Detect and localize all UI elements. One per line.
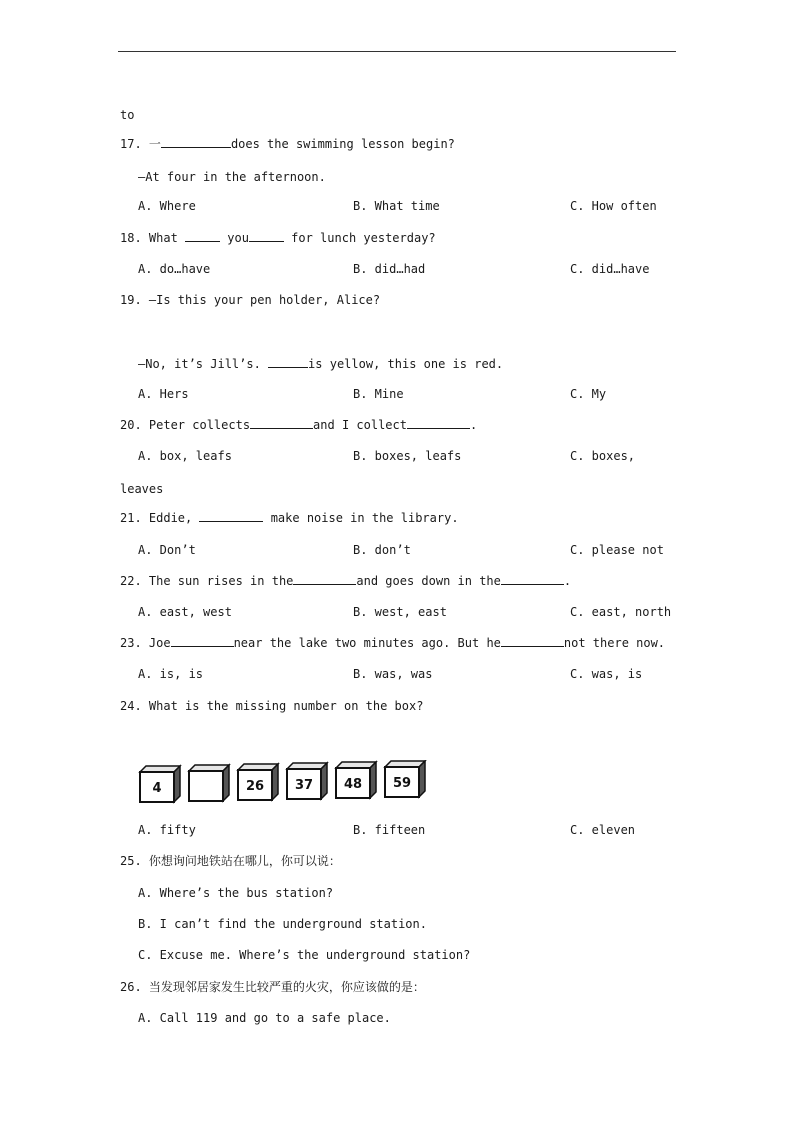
box-number-label: 48: [343, 777, 363, 792]
option-a[interactable]: A. fifty: [138, 823, 196, 837]
option-c[interactable]: C. was, is: [570, 667, 643, 681]
option-a[interactable]: A. Call 119 and go to a safe place.: [138, 1011, 391, 1025]
number-box: [238, 764, 278, 800]
box-number-label: 59: [392, 776, 412, 791]
number-boxes-figure: [138, 760, 428, 806]
dash: 一: [148, 137, 161, 151]
option-a[interactable]: A. is, is: [138, 667, 204, 681]
option-b[interactable]: B. fifteen: [353, 823, 426, 837]
question-17-response: —At four in the afternoon.: [138, 170, 326, 184]
question-22: 22. The sun rises in the and goes down in the .: [120, 574, 572, 588]
question-19: 19. —Is this your pen holder, Alice?: [120, 293, 381, 307]
option-c[interactable]: C. How often: [570, 199, 657, 213]
question-text: 你想询问地铁站在哪儿，你可以说：: [148, 854, 341, 868]
answer-blank[interactable]: [501, 636, 564, 647]
question-text: does the swimming lesson begin?: [230, 137, 455, 151]
answer-blank[interactable]: [199, 511, 263, 522]
answer-blank[interactable]: [407, 418, 470, 429]
question-23: 23. Joe near the lake two minutes ago. But he not there now.: [120, 636, 666, 650]
continued-text: to: [120, 108, 135, 122]
option-a[interactable]: A. Hers: [138, 387, 189, 401]
option-b[interactable]: B. west, east: [353, 605, 447, 619]
question-24: 24. What is the missing number on the box?: [120, 699, 424, 713]
option-a[interactable]: A. do…have: [138, 262, 211, 276]
number-box: [140, 766, 180, 802]
box-number-label: 26: [245, 779, 265, 794]
question-17: [120, 137, 455, 151]
number-box: [287, 763, 327, 799]
option-b[interactable]: B. What time: [353, 199, 440, 213]
question-18: 18. What you for lunch yesterday?: [120, 231, 436, 245]
question-26: 26. 当发现邻居家发生比较严重的火灾，你应该做的是：: [120, 980, 425, 994]
answer-blank[interactable]: [501, 574, 564, 585]
question-19-response: —No, it’s Jill’s. is yellow, this one is red.: [138, 357, 504, 371]
option-c[interactable]: C. boxes,: [570, 449, 636, 463]
answer-blank[interactable]: [268, 357, 308, 368]
option-c-wrap: leaves: [120, 482, 164, 496]
box-number-label: 4: [152, 781, 162, 796]
option-a[interactable]: A. box, leafs: [138, 449, 232, 463]
option-b[interactable]: B. Mine: [353, 387, 404, 401]
option-c[interactable]: C. did…have: [570, 262, 650, 276]
answer-blank[interactable]: [250, 418, 313, 429]
option-c[interactable]: C. east, north: [570, 605, 672, 619]
answer-blank[interactable]: [185, 231, 220, 242]
option-b[interactable]: B. don’t: [353, 543, 411, 557]
question-21: 21. Eddie, make noise in the library.: [120, 511, 459, 525]
option-a[interactable]: A. Where’s the bus station?: [138, 886, 334, 900]
question-number: 17.: [120, 137, 142, 151]
box-number-label: 37: [294, 778, 314, 793]
number-box: [336, 762, 376, 798]
header-rule: [118, 51, 676, 52]
answer-blank[interactable]: [293, 574, 356, 585]
option-a[interactable]: A. Where: [138, 199, 196, 213]
number-boxes-svg: [138, 760, 428, 806]
question-text: 当发现邻居家发生比较严重的火灾，你应该做的是：: [148, 980, 425, 994]
answer-blank[interactable]: [161, 137, 231, 148]
number-box: [385, 761, 425, 797]
option-c[interactable]: C. My: [570, 387, 607, 401]
number-box: [189, 765, 229, 801]
option-b[interactable]: B. I can’t find the underground station.: [138, 917, 427, 931]
option-b[interactable]: B. did…had: [353, 262, 426, 276]
option-a[interactable]: A. Don’t: [138, 543, 196, 557]
option-c[interactable]: C. Excuse me. Where’s the underground station?: [138, 948, 471, 962]
option-c[interactable]: C. eleven: [570, 823, 636, 837]
option-a[interactable]: A. east, west: [138, 605, 232, 619]
option-c[interactable]: C. please not: [570, 543, 664, 557]
question-25: 25. 你想询问地铁站在哪儿，你可以说：: [120, 854, 341, 868]
option-b[interactable]: B. was, was: [353, 667, 433, 681]
question-20: 20. Peter collects and I collect .: [120, 418, 478, 432]
answer-blank[interactable]: [249, 231, 284, 242]
option-b[interactable]: B. boxes, leafs: [353, 449, 462, 463]
answer-blank[interactable]: [171, 636, 234, 647]
